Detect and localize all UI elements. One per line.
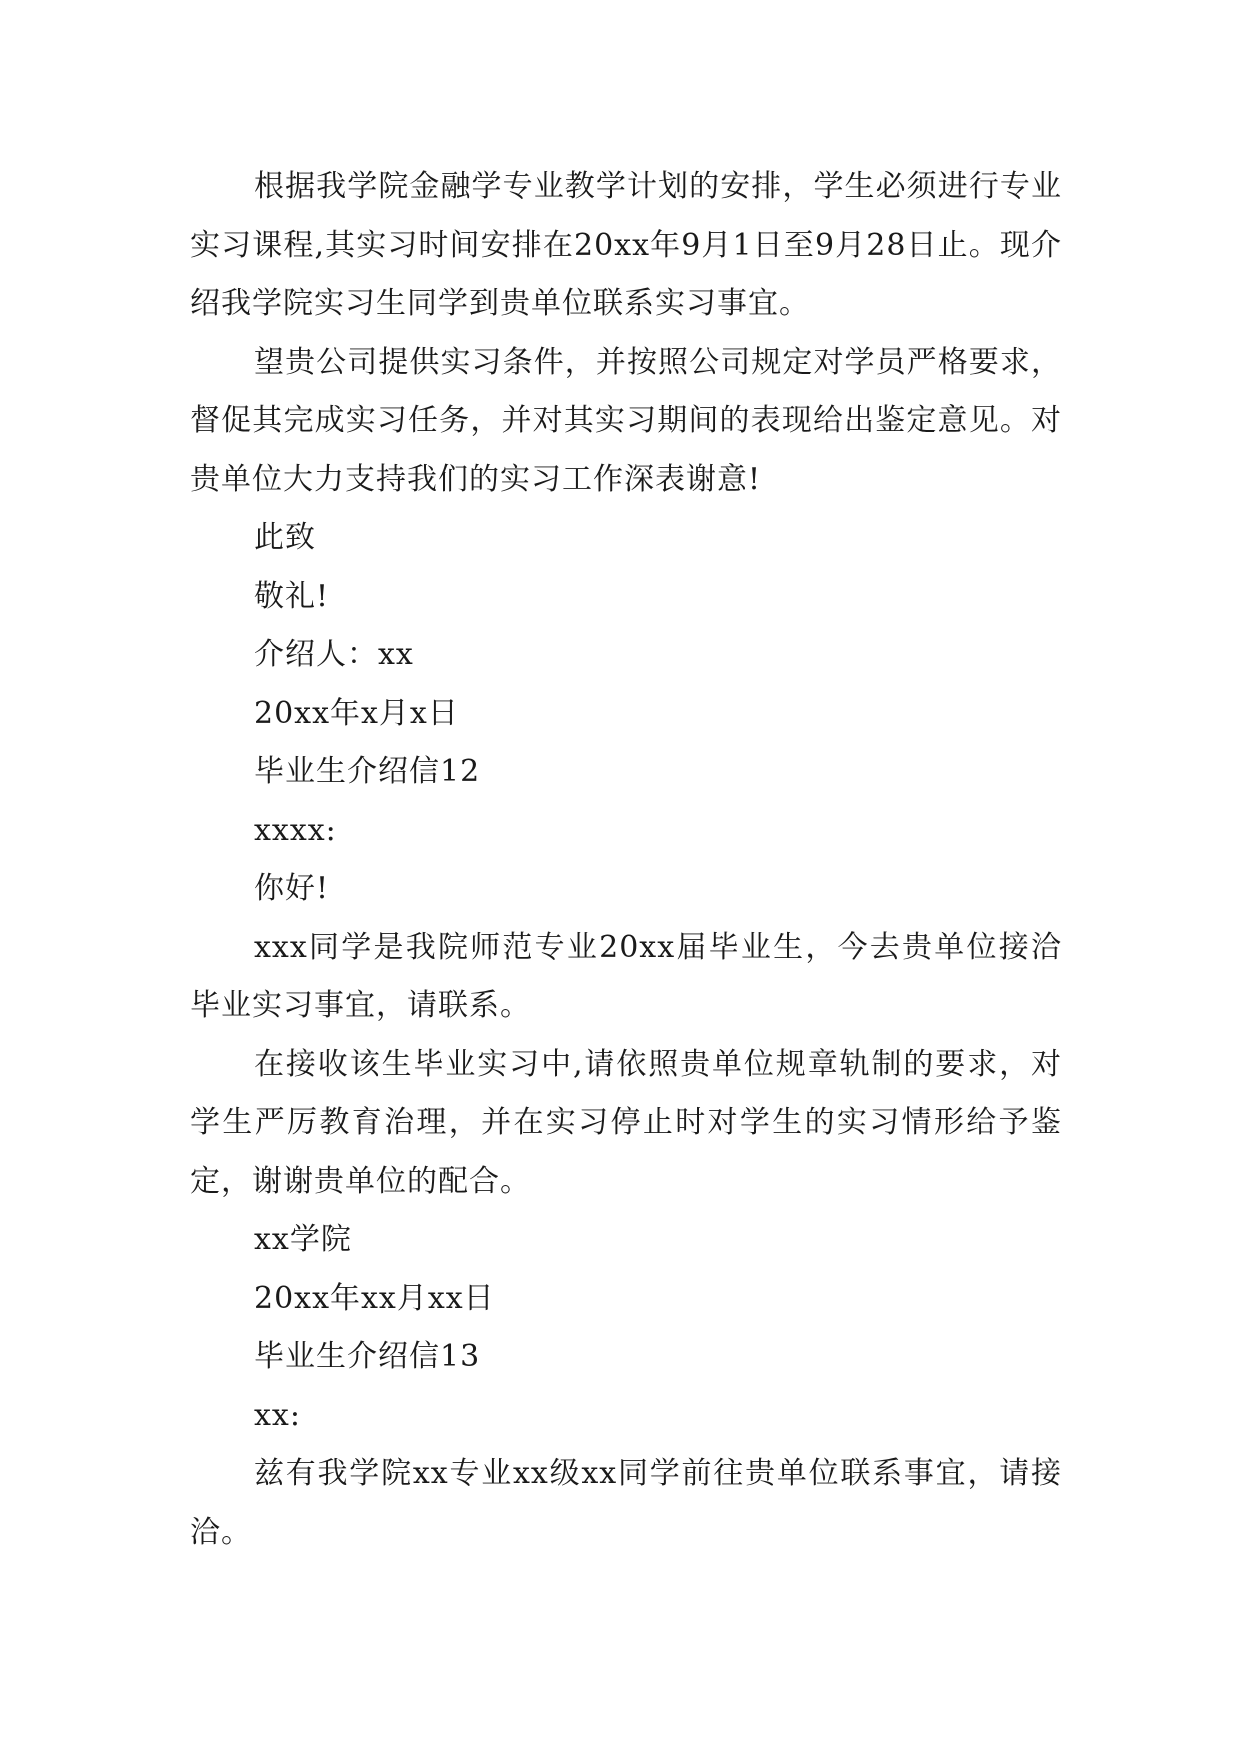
- paragraph-education-request: 在接收该生毕业实习中,请依照贵单位规章轨制的要求，对学生严厉教育治理，并在实习停止时对学生的实习情形给予鉴定，谢谢贵单位的配合。: [190, 1046, 1062, 1199]
- paragraph-internship-arrangement: 根据我学院金融学专业教学计划的安排，学生必须进行专业实习课程,其实习时间安排在20xx年9月1日至9月28日止。现介绍我学院实习生同学到贵单位联系实习事宜。: [190, 169, 1062, 321]
- college-signature: xx学院: [254, 1222, 352, 1257]
- letter-heading-12: 毕业生介绍信12: [254, 754, 481, 789]
- closing-salutation: 此致: [254, 520, 316, 555]
- letter-heading-13: 毕业生介绍信13: [254, 1339, 481, 1374]
- greeting-line: 你好!: [254, 871, 330, 906]
- paragraph-graduate-intro: xxx同学是我院师范专业20xx届毕业生，今去贵单位接洽毕业实习事宜，请联系。: [190, 929, 1062, 1023]
- closing-regards: 敬礼!: [254, 578, 330, 614]
- introducer-line: 介绍人：xx: [254, 637, 414, 672]
- recipient-line: xxxx:: [254, 812, 337, 848]
- recipient-line-2: xx:: [254, 1397, 301, 1433]
- date-line-2: 20xx年xx月xx日: [254, 1280, 495, 1316]
- paragraph-request-support: 望贵公司提供实习条件，并按照公司规定对学员严格要求，督促其完成实习任务，并对其实习期间的表现给出鉴定意见。对贵单位大力支持我们的实习工作深表谢意!: [190, 344, 1062, 497]
- document-page: [190, 158, 1062, 1562]
- paragraph-student-visit: 兹有我学院xx专业xx级xx同学前往贵单位联系事宜，请接洽。: [190, 1456, 1062, 1550]
- date-line: 20xx年x月x日: [254, 695, 459, 731]
